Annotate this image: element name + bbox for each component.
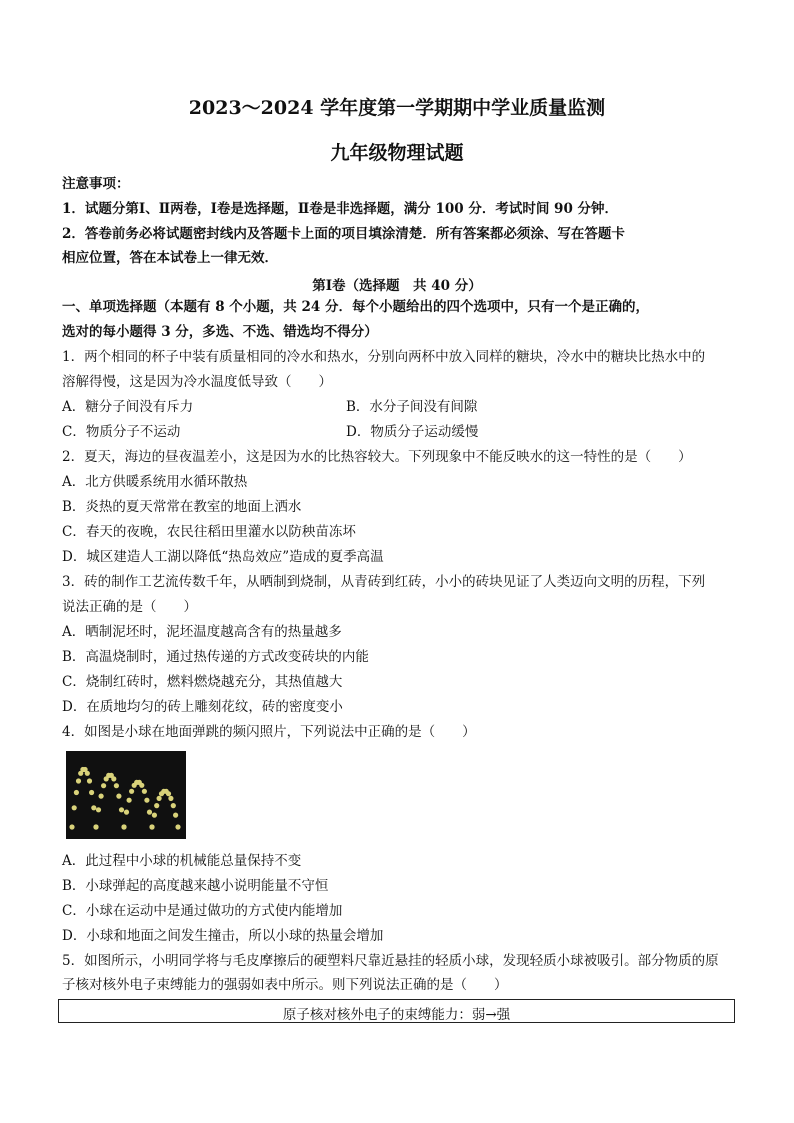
ball-dot <box>129 789 134 794</box>
q4-option-d: D．小球和地面之间发生撞击，所以小球的热量会增加 <box>62 928 384 944</box>
ball-dot <box>74 790 79 795</box>
q2-option-d: D．城区建造人工湖以降低“热岛效应”造成的夏季高温 <box>62 549 384 565</box>
ball-dot <box>152 813 157 818</box>
q4-stem: 4．如图是小球在地面弹跳的频闪照片，下列说法中正确的是（ ） <box>62 724 476 740</box>
q4-option-a: A．此过程中小球的机械能总量保持不变 <box>62 853 302 869</box>
q3-stem-cont: 说法正确的是（ ） <box>62 599 197 615</box>
q2-stem: 2．夏天，海边的昼夜温差小，这是因为水的比热容较大。下列现象中不能反映水的这一特性的是（ ） <box>62 449 692 465</box>
q2-option-a: A．北方供暖系统用水循环散热 <box>62 474 248 490</box>
ball-dot <box>99 794 104 799</box>
ball-dot <box>114 783 119 788</box>
q1-stem-cont: 溶解得慢，这是因为冷水温度低导致（ ） <box>62 374 332 390</box>
notes-item-1: 1．试题分第Ⅰ、Ⅱ两卷，Ⅰ卷是选择题，Ⅱ卷是非选择题，满分 100 分．考试时间 90 分钟． <box>62 201 619 217</box>
q3-stem: 3．砖的制作工艺流传数千年，从晒制到烧制，从青砖到红砖，小小的砖块见证了人类迈向文明的历程，下列 <box>62 574 706 590</box>
section-instructions: 一、单项选择题（本题有 8 个小题，共 24 分．每个小题给出的四个选项中，只有一个是正确的， <box>62 299 649 315</box>
ball-dot <box>111 776 116 781</box>
ball-dot <box>154 803 159 808</box>
ball-dot <box>168 796 173 801</box>
binding-ability-table <box>58 999 735 1023</box>
q5-stem: 5．如图所示，小明同学将与毛皮摩擦后的硬塑料尺靠近悬挂的轻质小球，发现轻质小球被吸引。部分物质的原 <box>62 953 719 969</box>
ball-dot <box>119 807 124 812</box>
table-header: 原子核对核外电子的束缚能力：弱→强 <box>282 1007 511 1023</box>
notes-heading: 注意事项： <box>62 176 130 192</box>
section-title: 第Ⅰ卷（选择题 共 40 分） <box>312 278 482 294</box>
ball-dot <box>72 805 77 810</box>
ball-dot <box>101 783 106 788</box>
section-instructions-cont: 选对的每小题得 3 分，多选、不选、错选均不得分） <box>62 324 378 340</box>
ball-dot <box>157 796 162 801</box>
ball-dot <box>139 783 144 788</box>
exam-subtitle: 九年级物理试题 <box>330 142 464 164</box>
ball-dot <box>173 813 178 818</box>
q2-option-b: B．炎热的夏天常常在教室的地面上洒水 <box>62 499 302 515</box>
ball-dot <box>171 803 176 808</box>
q1-option-c: C．物质分子不运动 <box>62 424 181 440</box>
ball-dot <box>142 789 147 794</box>
ball-dot <box>127 798 132 803</box>
ball-dot <box>175 824 180 829</box>
ball-dot <box>96 807 101 812</box>
q1-option-d: D．物质分子运动缓慢 <box>346 424 479 440</box>
ball-dot <box>85 771 90 776</box>
ball-dot <box>149 824 154 829</box>
q2-option-c: C．春天的夜晚，农民往稻田里灌水以防秧苗冻坏 <box>62 524 356 540</box>
q4-option-b: B．小球弹起的高度越来越小说明能量不守恒 <box>62 878 329 894</box>
q1-option-b: B．水分子间没有间隙 <box>346 399 478 415</box>
q1-option-a: A．糖分子间没有斥力 <box>62 399 194 415</box>
q3-option-d: D．在质地均匀的砖上雕刻花纹，砖的密度变小 <box>62 699 343 715</box>
ball-dot <box>116 794 121 799</box>
notes-item-2: 2．答卷前务必将试题密封线内及答题卡上面的项目填涂清楚．所有答案都必须涂、写在答题卡 <box>62 226 625 242</box>
ball-dot <box>76 778 81 783</box>
ball-dot <box>166 791 171 796</box>
ball-dot <box>69 824 74 829</box>
ball-dot <box>121 824 126 829</box>
q3-option-b: B．高温烧制时，通过热传递的方式改变砖块的内能 <box>62 649 369 665</box>
q1-stem: 1．两个相同的杯子中装有质量相同的冷水和热水，分别向两杯中放入同样的糖块，冷水中的糖块比热水中的 <box>62 349 706 365</box>
ball-dot <box>91 805 96 810</box>
ball-dot <box>93 824 98 829</box>
exam-title: 2023～2024 学年度第一学期期中学业质量监测 <box>188 97 606 119</box>
notes-item-2-cont: 相应位置，答在本试卷上一律无效． <box>62 250 278 266</box>
bouncing-ball-photo <box>66 751 186 839</box>
ball-dot <box>89 790 94 795</box>
ball-dot <box>124 810 129 815</box>
q3-option-c: C．烧制红砖时，燃料燃烧越充分，其热值越大 <box>62 674 343 690</box>
q5-stem-cont: 子核对核外电子束缚能力的强弱如表中所示。则下列说法正确的是（ ） <box>62 977 508 993</box>
q3-option-a: A．晒制泥坯时，泥坯温度越高含有的热量越多 <box>62 624 342 640</box>
ball-dot <box>144 798 149 803</box>
q4-option-c: C．小球在运动中是通过做功的方式使内能增加 <box>62 903 343 919</box>
ball-dot <box>147 810 152 815</box>
ball-dot <box>87 778 92 783</box>
